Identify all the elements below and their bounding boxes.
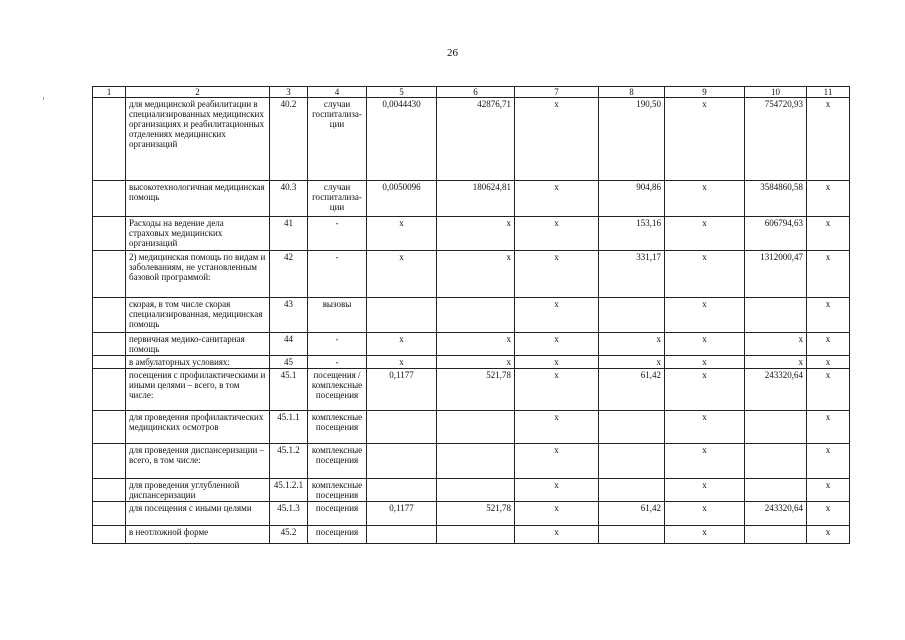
col11-value: х bbox=[807, 98, 850, 181]
unit-name: комплексные посещения bbox=[308, 479, 367, 502]
column-number: 7 bbox=[515, 87, 599, 98]
col7-value: х bbox=[515, 444, 599, 479]
col11-value: х bbox=[807, 181, 850, 217]
col11-value: х bbox=[807, 411, 850, 444]
row-marker bbox=[93, 502, 126, 526]
row-marker bbox=[93, 526, 126, 544]
col9-value: х bbox=[665, 369, 745, 411]
table-row bbox=[93, 526, 850, 544]
table-row bbox=[93, 251, 850, 298]
col10-value bbox=[745, 526, 807, 544]
row-code: 45.1.2 bbox=[270, 444, 308, 479]
col8-value: х bbox=[599, 356, 665, 369]
column-number: 9 bbox=[665, 87, 745, 98]
row-code: 45 bbox=[270, 356, 308, 369]
col11-value: х bbox=[807, 502, 850, 526]
table-row bbox=[93, 98, 850, 181]
row-code: 42 bbox=[270, 251, 308, 298]
col7-value: х bbox=[515, 356, 599, 369]
row-code: 45.1 bbox=[270, 369, 308, 411]
row-code: 40.2 bbox=[270, 98, 308, 181]
col10-value bbox=[745, 411, 807, 444]
table-row bbox=[93, 298, 850, 333]
col7-value: х bbox=[515, 181, 599, 217]
cost-value: 180624,81 bbox=[437, 181, 515, 217]
column-number: 4 bbox=[308, 87, 367, 98]
table-row bbox=[93, 411, 850, 444]
table-row bbox=[93, 369, 850, 411]
cost-value: х bbox=[437, 333, 515, 356]
row-name: 2) медицинская помощь по видам и заболеваниям, не установленным базовой программой: bbox=[126, 251, 270, 298]
col7-value: х bbox=[515, 526, 599, 544]
row-code: 44 bbox=[270, 333, 308, 356]
col10-value: 1312000,47 bbox=[745, 251, 807, 298]
row-name: в амбулаторных условиях: bbox=[126, 356, 270, 369]
norm-value: 0,1177 bbox=[367, 502, 437, 526]
row-code: 43 bbox=[270, 298, 308, 333]
col7-value: х bbox=[515, 502, 599, 526]
col10-value bbox=[745, 298, 807, 333]
col11-value: х bbox=[807, 444, 850, 479]
unit-name: - bbox=[308, 217, 367, 251]
col9-value: х bbox=[665, 217, 745, 251]
col9-value: х bbox=[665, 411, 745, 444]
norm-value: 0,0050096 bbox=[367, 181, 437, 217]
row-name: для посещения с иными целями bbox=[126, 502, 270, 526]
unit-name: - bbox=[308, 251, 367, 298]
cost-value bbox=[437, 444, 515, 479]
col9-value: х bbox=[665, 356, 745, 369]
col9-value: х bbox=[665, 333, 745, 356]
cost-value: х bbox=[437, 217, 515, 251]
col11-value: х bbox=[807, 217, 850, 251]
row-name: для проведения профилактических медицинских осмотров bbox=[126, 411, 270, 444]
norm-value: 0,0044430 bbox=[367, 98, 437, 181]
col7-value: х bbox=[515, 411, 599, 444]
col9-value: х bbox=[665, 479, 745, 502]
col11-value: х bbox=[807, 526, 850, 544]
col10-value bbox=[745, 444, 807, 479]
row-name: посещения с профилактическими и иными целями – всего, в том числе: bbox=[126, 369, 270, 411]
col8-value: 904,86 bbox=[599, 181, 665, 217]
column-number-row bbox=[93, 87, 850, 98]
unit-name: посещения bbox=[308, 502, 367, 526]
col10-value: х bbox=[745, 356, 807, 369]
norm-value: х bbox=[367, 356, 437, 369]
cost-value bbox=[437, 526, 515, 544]
row-marker bbox=[93, 356, 126, 369]
col7-value: х bbox=[515, 217, 599, 251]
row-marker bbox=[93, 479, 126, 502]
norm-value bbox=[367, 444, 437, 479]
col9-value: х bbox=[665, 181, 745, 217]
cost-value bbox=[437, 411, 515, 444]
row-marker bbox=[93, 298, 126, 333]
col8-value: 61,42 bbox=[599, 502, 665, 526]
norm-value: х bbox=[367, 333, 437, 356]
row-marker bbox=[93, 251, 126, 298]
column-number: 8 bbox=[599, 87, 665, 98]
row-code: 45.1.3 bbox=[270, 502, 308, 526]
col10-value bbox=[745, 479, 807, 502]
column-number: 11 bbox=[807, 87, 850, 98]
column-number: 5 bbox=[367, 87, 437, 98]
row-name: высокотехнологичная медицинская помощь bbox=[126, 181, 270, 217]
row-marker bbox=[93, 98, 126, 181]
col7-value: х bbox=[515, 251, 599, 298]
col10-value: 243320,64 bbox=[745, 502, 807, 526]
unit-name: посещения / комплексные посещения bbox=[308, 369, 367, 411]
col8-value: 331,17 bbox=[599, 251, 665, 298]
col10-value: 606794,63 bbox=[745, 217, 807, 251]
unit-name: - bbox=[308, 333, 367, 356]
norm-value bbox=[367, 479, 437, 502]
col11-value: х bbox=[807, 333, 850, 356]
col8-value: 153,16 bbox=[599, 217, 665, 251]
col7-value: х bbox=[515, 298, 599, 333]
table-row bbox=[93, 181, 850, 217]
cost-value: 521,78 bbox=[437, 369, 515, 411]
cost-value: 521,78 bbox=[437, 502, 515, 526]
col8-value: 61,42 bbox=[599, 369, 665, 411]
unit-name: - bbox=[308, 356, 367, 369]
row-marker bbox=[93, 369, 126, 411]
table-row bbox=[93, 333, 850, 356]
col8-value bbox=[599, 479, 665, 502]
column-number: 2 bbox=[126, 87, 270, 98]
col8-value bbox=[599, 298, 665, 333]
norm-value bbox=[367, 526, 437, 544]
row-marker bbox=[93, 444, 126, 479]
table-row bbox=[93, 356, 850, 369]
row-marker bbox=[93, 333, 126, 356]
norm-value bbox=[367, 298, 437, 333]
col7-value: х bbox=[515, 98, 599, 181]
column-number: 3 bbox=[270, 87, 308, 98]
unit-name: вызовы bbox=[308, 298, 367, 333]
col11-value: х bbox=[807, 251, 850, 298]
col10-value: 3584860,58 bbox=[745, 181, 807, 217]
page-number: 26 bbox=[447, 47, 458, 59]
column-number: 6 bbox=[437, 87, 515, 98]
norm-value: х bbox=[367, 251, 437, 298]
unit-name: посещения bbox=[308, 526, 367, 544]
table-row bbox=[93, 444, 850, 479]
column-number: 1 bbox=[93, 87, 126, 98]
col7-value: х bbox=[515, 369, 599, 411]
column-number: 10 bbox=[745, 87, 807, 98]
col10-value: 754720,93 bbox=[745, 98, 807, 181]
cost-value: 42876,71 bbox=[437, 98, 515, 181]
unit-name: случаи госпитализа-ции bbox=[308, 181, 367, 217]
row-code: 45.2 bbox=[270, 526, 308, 544]
table-row bbox=[93, 217, 850, 251]
row-name: в неотложной форме bbox=[126, 526, 270, 544]
col10-value: 243320,64 bbox=[745, 369, 807, 411]
col9-value: х bbox=[665, 98, 745, 181]
cost-value bbox=[437, 479, 515, 502]
cost-value bbox=[437, 298, 515, 333]
col9-value: х bbox=[665, 526, 745, 544]
table-row bbox=[93, 502, 850, 526]
row-marker bbox=[93, 217, 126, 251]
row-code: 40.3 bbox=[270, 181, 308, 217]
col10-value: х bbox=[745, 333, 807, 356]
col9-value: х bbox=[665, 298, 745, 333]
row-marker bbox=[93, 181, 126, 217]
col11-value: х bbox=[807, 356, 850, 369]
col7-value: х bbox=[515, 333, 599, 356]
row-name: скорая, в том числе скорая специализированная, медицинская помощь bbox=[126, 298, 270, 333]
table-row bbox=[93, 479, 850, 502]
row-code: 45.1.1 bbox=[270, 411, 308, 444]
col8-value bbox=[599, 411, 665, 444]
col8-value: х bbox=[599, 333, 665, 356]
row-name: для проведения углубленной диспансеризации bbox=[126, 479, 270, 502]
norm-value: х bbox=[367, 217, 437, 251]
unit-name: комплексные посещения bbox=[308, 411, 367, 444]
norm-value: 0,1177 bbox=[367, 369, 437, 411]
cost-value: х bbox=[437, 251, 515, 298]
cost-value: х bbox=[437, 356, 515, 369]
row-code: 41 bbox=[270, 217, 308, 251]
margin-mark bbox=[43, 97, 44, 100]
row-name: для медицинской реабилитации в специализированных медицинских организациях и реабилитационных отделениях медицинских организаций bbox=[126, 98, 270, 181]
col11-value: х bbox=[807, 298, 850, 333]
col9-value: х bbox=[665, 251, 745, 298]
col8-value: 190,50 bbox=[599, 98, 665, 181]
col9-value: х bbox=[665, 502, 745, 526]
row-name: для проведения диспансеризации – всего, в том числе: bbox=[126, 444, 270, 479]
row-marker bbox=[93, 411, 126, 444]
tariff-table bbox=[92, 86, 850, 544]
col8-value bbox=[599, 526, 665, 544]
norm-value bbox=[367, 411, 437, 444]
col11-value: х bbox=[807, 369, 850, 411]
col8-value bbox=[599, 444, 665, 479]
col9-value: х bbox=[665, 444, 745, 479]
col11-value: х bbox=[807, 479, 850, 502]
row-name: первичная медико-санитарная помощь bbox=[126, 333, 270, 356]
unit-name: случаи госпитализа-ции bbox=[308, 98, 367, 181]
row-name: Расходы на ведение дела страховых медицинских организаций bbox=[126, 217, 270, 251]
row-code: 45.1.2.1 bbox=[270, 479, 308, 502]
col7-value: х bbox=[515, 479, 599, 502]
unit-name: комплексные посещения bbox=[308, 444, 367, 479]
